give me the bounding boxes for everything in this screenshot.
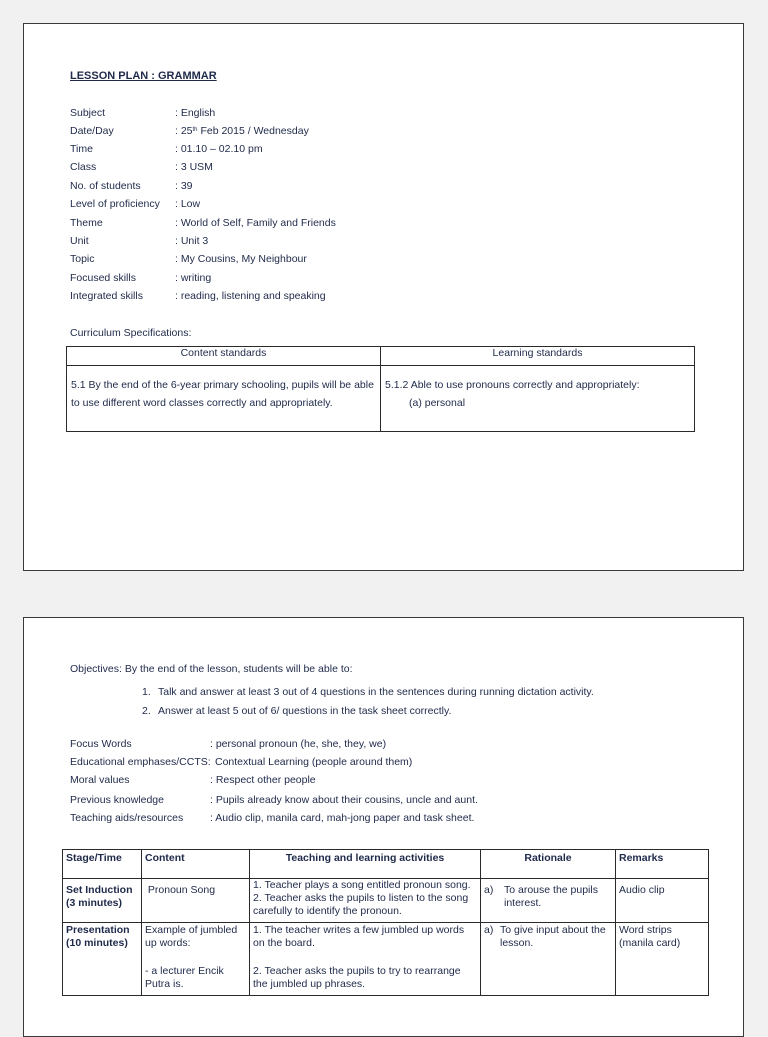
activities-cell (250, 879, 481, 923)
rationale-text: To arouse the pupils interest. (504, 884, 598, 909)
header-rationale: Rationale (481, 850, 616, 879)
info-label: No. of students (70, 180, 141, 192)
content-cell (142, 879, 250, 923)
lesson-activities-table (62, 849, 709, 996)
info-value: : World of Self, Family and Friends (175, 217, 336, 229)
objectives-intro: Objectives: By the end of the lesson, students will be able to: (70, 663, 353, 675)
date-prefix: : 25 (175, 125, 193, 137)
list-item (142, 683, 594, 702)
rationale-cell (481, 879, 616, 923)
document-page-2 (23, 617, 744, 1037)
content-standard-cell: 5.1 By the end of the 6-year primary schooling, pupils will be able to use different word classes correctly and appropriately. (67, 366, 381, 432)
info-label: Class (70, 161, 97, 173)
detail-label: Teaching aids/resources (70, 812, 184, 824)
objective-number: 1. (142, 686, 151, 698)
activity-step: 1. The teacher writes a few jumbled up words on the board. (253, 924, 465, 949)
detail-label: Educational emphases/CCTS: (70, 756, 211, 768)
document-page-1 (23, 23, 744, 571)
detail-label: Previous knowledge (70, 794, 164, 806)
table-row (63, 923, 709, 996)
info-label: Level of proficiency (70, 198, 160, 210)
header-content: Content (142, 850, 250, 879)
header-learning-standards: Learning standards (381, 347, 695, 366)
detail-label: Moral values (70, 774, 130, 786)
info-label: Focused skills (70, 272, 136, 284)
info-value: : Low (175, 198, 201, 210)
activity-step: 1. Teacher plays a song entitled pronoun song. (253, 879, 471, 891)
detail-value: : Pupils already know about their cousins, uncle and aunt. (210, 794, 478, 806)
content-text: Pronoun Song (145, 884, 216, 896)
info-label: Topic (70, 253, 95, 265)
table-header-row (63, 850, 709, 879)
rationale-cell (481, 923, 616, 996)
date-rest: Feb 2015 / Wednesday (197, 125, 309, 137)
objective-number: 2. (142, 704, 151, 717)
stage-time: (3 minutes) (66, 897, 123, 909)
info-label: Date/Day (70, 125, 114, 137)
rationale-letter: a) (484, 924, 494, 936)
info-value: : 3 USM (175, 161, 213, 173)
info-value: : English (175, 107, 216, 119)
list-item (142, 702, 594, 721)
remarks-cell: Word strips (manila card) (616, 923, 709, 996)
curriculum-heading: Curriculum Specifications: (70, 327, 192, 339)
info-value: : My Cousins, My Neighbour (175, 253, 307, 265)
detail-value: Contextual Learning (people around them) (215, 756, 413, 768)
stage-cell (63, 923, 142, 996)
header-stage-time: Stage/Time (63, 850, 142, 879)
info-label: Time (70, 143, 93, 155)
rationale-text: To give input about the lesson. (500, 924, 606, 949)
info-label: Subject (70, 107, 106, 119)
stage-name: Presentation (66, 924, 130, 936)
remarks-cell: Audio clip (616, 879, 709, 923)
content-example: - a lecturer Encik Putra is. (145, 965, 224, 990)
learning-standard-subitem: (a) personal (409, 397, 466, 409)
curriculum-table (66, 346, 695, 432)
info-value: : 39 (175, 180, 193, 192)
info-value: : reading, listening and speaking (175, 290, 326, 302)
stage-name: Set Induction (66, 884, 133, 896)
detail-value: : Respect other people (210, 774, 316, 786)
lesson-plan-title: LESSON PLAN : GRAMMAR (70, 70, 217, 82)
activity-step: 2. Teacher asks the pupils to try to rearrange the jumbled up phrases. (253, 965, 461, 990)
detail-value: : personal pronoun (he, she, they, we) (210, 738, 387, 750)
info-value (175, 125, 309, 138)
info-label: Theme (70, 217, 103, 229)
objectives-list (142, 683, 594, 720)
objective-text: Talk and answer at least 3 out of 4 questions in the sentences during running dictation activity. (158, 686, 594, 698)
activities-cell (250, 923, 481, 996)
header-content-standards: Content standards (67, 347, 381, 366)
rationale-letter: a) (484, 884, 494, 896)
stage-cell (63, 879, 142, 923)
table-header-row (67, 347, 695, 366)
header-activities: Teaching and learning activities (250, 850, 481, 879)
content-text: Example of jumbled up words: (145, 924, 238, 949)
activity-step: 2. Teacher asks the pupils to listen to the song carefully to identify the pronoun. (253, 892, 469, 917)
info-label: Unit (70, 235, 89, 247)
learning-standard-text: 5.1.2 Able to use pronouns correctly and appropriately: (385, 379, 640, 391)
objective-text: Answer at least 5 out of 6/ questions in the task sheet correctly. (158, 704, 452, 717)
table-row (63, 879, 709, 923)
info-label: Integrated skills (70, 290, 143, 302)
table-row (67, 366, 695, 432)
stage-time: (10 minutes) (66, 937, 128, 949)
header-remarks: Remarks (616, 850, 709, 879)
detail-label: Focus Words (70, 738, 132, 750)
date-ordinal: th (192, 127, 198, 133)
learning-standard-cell (381, 366, 695, 432)
info-value: : 01.10 – 02.10 pm (175, 143, 263, 155)
info-value: : Unit 3 (175, 235, 209, 247)
detail-value: : Audio clip, manila card, mah-jong paper and task sheet. (210, 812, 475, 824)
content-cell (142, 923, 250, 996)
info-value: : writing (175, 272, 212, 284)
